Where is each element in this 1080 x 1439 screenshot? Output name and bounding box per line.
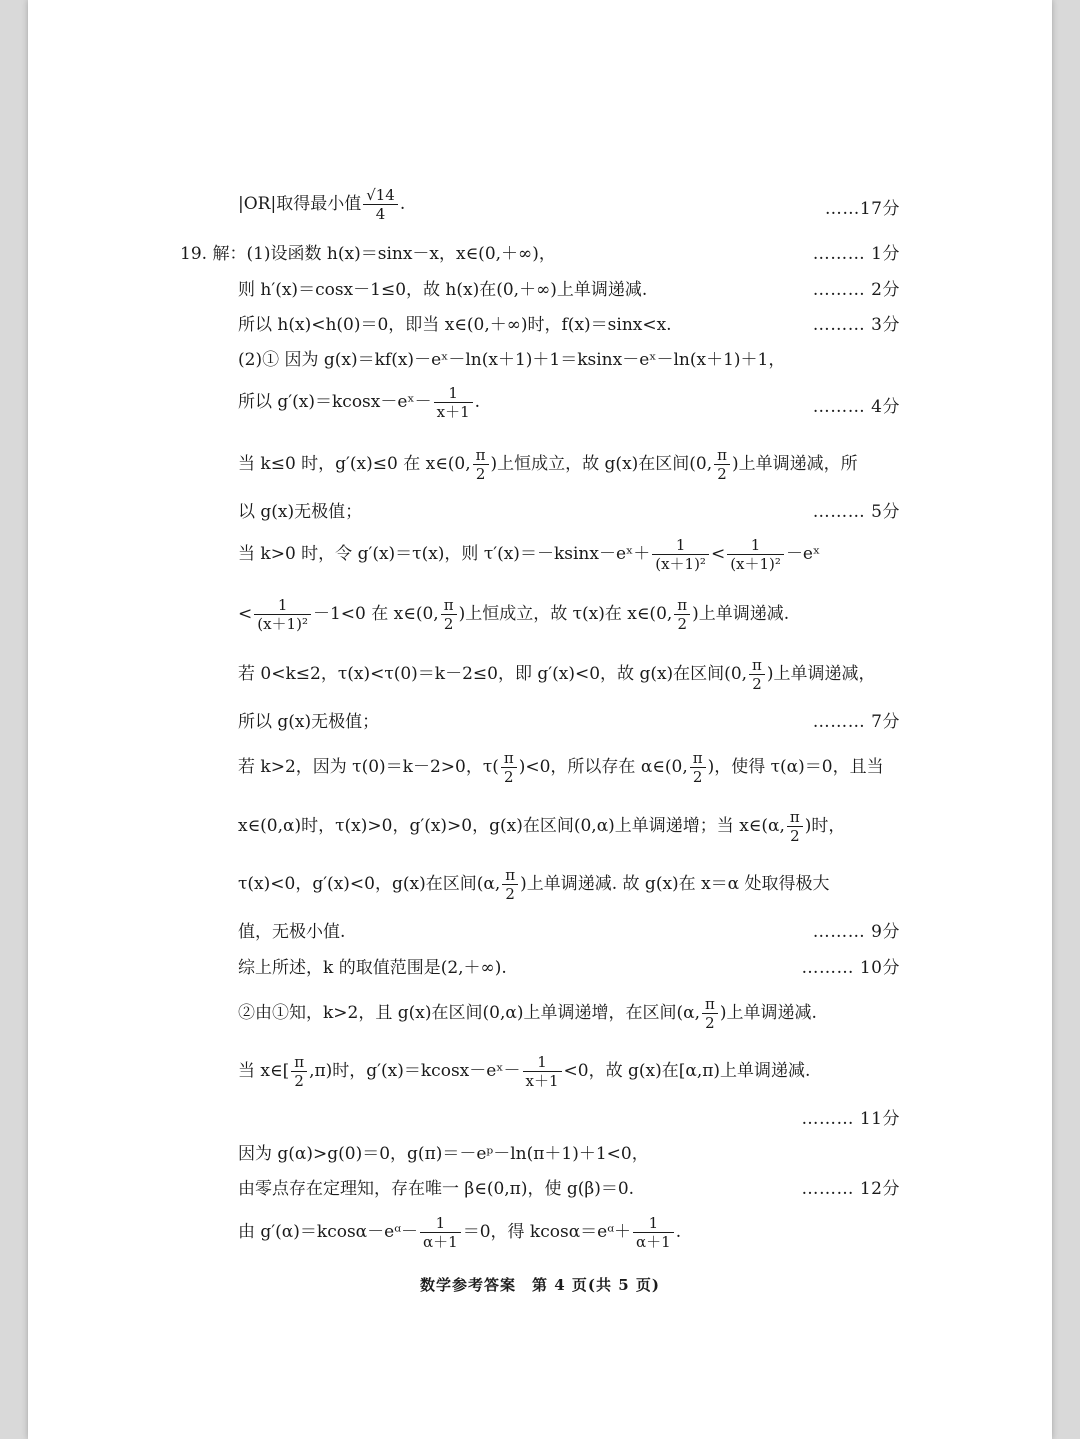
fraction [420,1214,461,1251]
fraction [434,384,473,421]
score-mark: ……… 4分 [812,397,900,417]
text: 若 k>2，因为 τ(0)＝k－2>0，τ( [238,757,499,777]
text-line: 所以 g(x)无极值； [238,712,380,732]
text-line: 以 g(x)无极值； [238,502,363,522]
fraction [254,596,311,633]
fraction-pi-2 [502,866,518,903]
denominator: x＋1 [436,403,470,421]
text: )上恒成立，故 g(x)在区间(0, [490,454,713,474]
denominator: 2 [692,768,703,786]
text-line [238,808,845,845]
text-line: 综上所述，k 的取值范围是(2,＋∞). [238,958,507,978]
text: ②由①知，k>2，且 g(x)在区间(0,α)上单调递增，在区间(α, [238,1003,700,1023]
numerator: π [502,866,518,885]
score-mark: ……… 10分 [801,958,900,978]
text: －eˣ [785,544,821,564]
page-footer: 数学参考答案 第 4 页(共 5 页) [420,1276,660,1294]
text: )上单调递减. [692,604,790,624]
text-line [238,446,858,483]
denominator: 2 [705,1014,715,1032]
text-line [238,656,876,693]
fraction [633,1214,674,1251]
fraction-pi-2 [501,749,517,786]
denominator: 4 [375,205,386,223]
text: 所以 g′(x)＝kcosx－eˣ－ [238,392,432,412]
score-mark: ……… 7分 [812,712,900,732]
denominator: α＋1 [423,1233,458,1251]
text: )上恒成立，故 τ(x)在 x∈(0, [458,604,673,624]
text: 当 k≤0 时，g′(x)≤0 在 x∈(0, [238,454,471,474]
fraction [652,536,709,573]
text: )上单调递减，所 [732,454,858,474]
text-line [238,1214,681,1251]
denominator: 2 [475,465,486,483]
text: < [710,544,726,564]
fraction-pi-2 [749,656,765,693]
text-line [238,749,884,786]
fraction-pi-2 [714,446,730,483]
denominator: 2 [443,615,454,633]
fraction-pi-2 [441,596,457,633]
text: )<0，所以存在 α∈(0, [518,757,688,777]
text: < [238,604,253,624]
text-line: 所以 h(x)<h(0)＝0，即当 x∈(0,＋∞)时，f(x)＝sinx<x. [238,315,672,335]
numerator: 1 [420,1214,461,1233]
numerator: 1 [633,1214,674,1233]
fraction-pi-2 [473,446,489,483]
fraction [363,186,398,223]
text-line [238,596,789,633]
denominator: 2 [717,465,727,483]
score-mark: ……17分 [824,199,900,219]
denominator: α＋1 [636,1233,671,1251]
numerator: π [473,446,489,465]
text: 当 k>0 时，令 g′(x)＝τ(x)，则 τ′(x)＝－ksinx－eˣ＋ [238,544,651,564]
score-mark: ……… 1分 [812,244,900,264]
text: )，使得 τ(α)＝0，且当 [707,757,884,777]
numerator: √14 [363,186,398,205]
numerator: π [690,749,706,768]
numerator: π [441,596,457,615]
fraction-pi-2 [702,995,718,1032]
text-line: 因为 g(α)>g(0)＝0，g(π)＝－eᵖ－ln(π＋1)＋1<0， [238,1144,649,1164]
denominator: (x＋1)² [257,615,308,633]
numerator: 1 [652,536,709,555]
text: 当 x∈[ [238,1061,290,1081]
text: －1<0 在 x∈(0, [312,604,439,624]
text-line [238,1053,810,1090]
text-line: 值，无极小值. [238,922,346,942]
text: <0，故 g(x)在[α,π)上单调递减. [563,1061,811,1081]
score-mark: ……… 3分 [812,315,900,335]
text: )时， [804,816,846,836]
text: 若 0<k≤2，τ(x)<τ(0)＝k－2≤0，即 g′(x)<0，故 g(x)在区间(0, [238,664,748,684]
score-mark: ……… 12分 [801,1179,900,1199]
text-line [238,995,817,1032]
numerator: π [501,749,517,768]
text-line: (2)① 因为 g(x)＝kf(x)－eˣ－ln(x＋1)＋1＝ksinx－eˣ－ln(x＋1)＋1， [238,350,786,370]
numerator: π [674,596,690,615]
numerator: π [749,656,765,675]
numerator: 1 [523,1053,562,1072]
text: 由 g′(α)＝kcosα－eᵅ－ [238,1222,419,1242]
text-line [238,384,480,421]
text: )上单调递减， [766,664,876,684]
text: )上单调递减. [719,1003,817,1023]
denominator: 2 [677,615,687,633]
numerator: 1 [727,536,784,555]
numerator: π [714,446,730,465]
numerator: π [787,808,803,827]
text: |OR|取得最小值 [238,194,362,214]
text-line [238,186,405,223]
numerator: π [291,1053,307,1072]
denominator: 2 [505,885,515,903]
score-mark: ……… 11分 [801,1109,900,1129]
text: )上单调递减. 故 g(x)在 x＝α 处取得极大 [520,874,830,894]
text: ,π)时，g′(x)＝kcosx－eˣ－ [309,1061,521,1081]
denominator: 2 [752,675,762,693]
fraction-pi-2 [674,596,690,633]
score-mark: ……… 9分 [812,922,900,942]
denominator: 2 [294,1072,304,1090]
text-line: 由零点存在定理知，存在唯一 β∈(0,π)，使 g(β)＝0. [238,1179,635,1199]
denominator: 2 [790,827,800,845]
score-mark: ……… 2分 [812,280,900,300]
text: . [399,194,406,214]
text-line: 19. 解：(1)设函数 h(x)＝sinx－x，x∈(0,＋∞)， [180,244,556,264]
text: τ(x)<0，g′(x)<0，g(x)在区间(α, [238,874,501,894]
text-line: 则 h′(x)＝cosx－1≤0，故 h(x)在(0,＋∞)上单调递减. [238,280,648,300]
text-line [238,536,820,573]
fraction-pi-2 [690,749,706,786]
numerator: 1 [434,384,473,403]
denominator: x＋1 [525,1072,559,1090]
text-line [238,866,830,903]
numerator: 1 [254,596,311,615]
fraction [727,536,784,573]
score-mark: ……… 5分 [812,502,900,522]
text: . [474,392,481,412]
fraction-pi-2 [787,808,803,845]
denominator: 2 [504,768,514,786]
fraction-pi-2 [291,1053,307,1090]
denominator: (x＋1)² [730,555,781,573]
fraction [523,1053,562,1090]
text: . [675,1222,682,1242]
denominator: (x＋1)² [655,555,706,573]
numerator: π [702,995,718,1014]
text: ＝0，得 kcosα＝eᵅ＋ [462,1222,632,1242]
text: x∈(0,α)时，τ(x)>0，g′(x)>0，g(x)在区间(0,α)上单调递增；当 x∈(α, [238,816,785,836]
